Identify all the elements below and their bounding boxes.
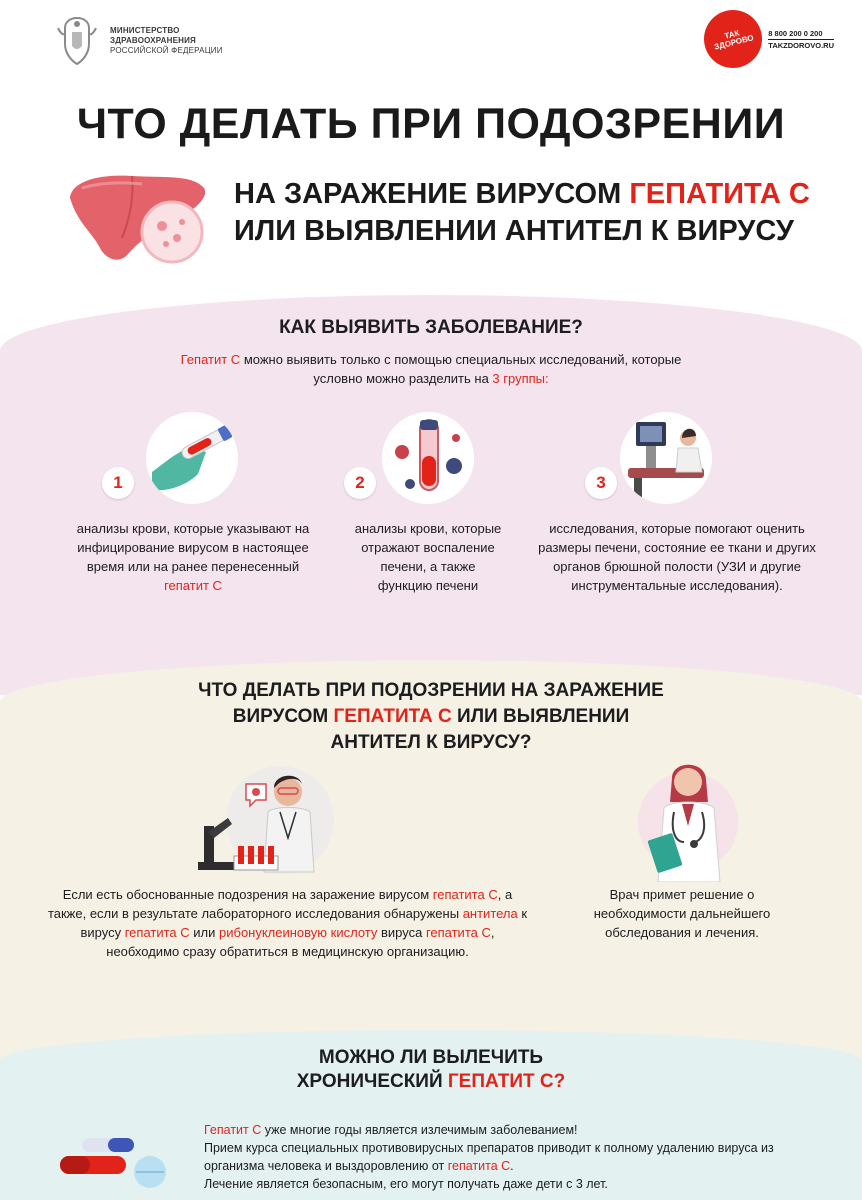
cure-title-line-2: [0, 1070, 862, 1094]
step-description-2: анализы крови, которые отражают воспаление печени, а также функцию печени: [354, 521, 502, 593]
action-left-text: [45, 885, 530, 961]
action-title-highlight: ГЕПАТИТА С: [333, 706, 452, 727]
section-detection-title: КАК ВЫЯВИТЬ ЗАБОЛЕВАНИЕ?: [279, 317, 583, 338]
action-title-line-3: АНТИТЕЛ К ВИРУСУ?: [330, 732, 532, 753]
step-1-highlight: гепатит С: [164, 578, 222, 593]
brand-site: TAKZDOROVO.RU: [768, 40, 834, 50]
brand-phone: 8 800 200 0 200: [768, 28, 823, 38]
lab-scientist-illustration: [188, 762, 338, 882]
action-right-text: Врач примет решение о необходимости дальнейшего обследования и лечения.: [593, 887, 771, 940]
action-text-highlight: гепатита С: [425, 925, 491, 940]
page-title: ЧТО ДЕЛАТЬ ПРИ ПОДОЗРЕНИИ: [76, 100, 786, 148]
action-title-text-2: ИЛИ ВЫЯВЛЕНИИ: [451, 706, 630, 727]
ministry-name: [110, 26, 223, 56]
action-text-part: Если есть обоснованные подозрения на заражение вирусом: [62, 887, 433, 902]
blood-test-illustration: [146, 412, 238, 504]
step-number-2: 2: [344, 467, 376, 499]
section-cure-text: [204, 1121, 824, 1193]
blood-tube-hand-icon: [146, 412, 238, 504]
action-text-highlight: гепатита С: [432, 887, 498, 902]
brand-circle: [698, 4, 768, 74]
subtitle-line-2: ИЛИ ВЫЯВЛЕНИИ АНТИТЕЛ К ВИРУСУ: [234, 215, 794, 247]
cure-title-highlight: ГЕПАТИТ С?: [447, 1071, 566, 1092]
step-number-3: 3: [585, 467, 617, 499]
liver-illustration: [62, 168, 212, 268]
cure-paragraph-3: Лечение является безопасным, его могут получать даже дети с 3 лет.: [204, 1177, 608, 1191]
step-1-text: анализы крови, которые указывают на инфицирование вирусом в настоящее время или на ранее перенесенный: [76, 521, 310, 574]
action-text-highlight: рибонуклеиновую кислоту: [219, 925, 378, 940]
action-title-text: ВИРУСОМ: [232, 706, 334, 727]
brand-logo: [704, 10, 834, 68]
intro-text: можно выявить только с помощью специальных исследований, которые условно можно разделить на: [240, 352, 682, 386]
step-description-1: [62, 519, 324, 595]
action-text-part: к вирусу: [80, 906, 528, 940]
test-tube-virus-icon: [382, 412, 474, 504]
cure-highlight: Гепатит С: [204, 1123, 262, 1137]
brand-contacts: [768, 28, 834, 51]
cure-highlight: гепатита С: [447, 1159, 511, 1173]
section-cure-title: [0, 1046, 862, 1094]
action-text-part: вируса: [377, 925, 426, 940]
section-action-title: [0, 678, 862, 756]
action-text-highlight: гепатита С: [124, 925, 190, 940]
cure-text-part: Прием курса специальных противовирусных препаратов приводит к полному удалению вируса из организма человека и выздоровлению от: [204, 1141, 774, 1173]
ultrasound-exam-icon: [620, 412, 712, 504]
ministry-line-1: МИНИСТЕРСТВО: [110, 26, 180, 35]
step-description-3: исследования, которые помогают оценить размеры печени, состояние ее ткани и других органов брюшной полости (УЗИ и другие инструментальные исследования).: [538, 521, 816, 593]
action-text-highlight: антитела: [462, 906, 518, 921]
ministry-logo: [52, 14, 223, 68]
ultrasound-illustration: [620, 412, 712, 504]
action-text-part: , необходимо сразу обратиться в медицинскую организацию.: [106, 925, 495, 959]
ministry-line-2: ЗДРАВООХРАНЕНИЯ: [110, 36, 196, 45]
section-detection-intro: [160, 350, 702, 388]
cure-paragraph-2: [204, 1139, 824, 1175]
action-text-part: или: [189, 925, 219, 940]
cure-title-text: ХРОНИЧЕСКИЙ: [296, 1071, 448, 1092]
cure-text-part: уже многие годы является излечимым заболеванием!: [261, 1123, 578, 1137]
cure-paragraph-1: [204, 1121, 824, 1139]
action-title-line-2: [0, 704, 862, 730]
brand-name: ТАК ЗДОРОВО: [713, 28, 755, 52]
doctor-illustration: [608, 752, 758, 882]
header: [0, 0, 862, 95]
lab-analysis-illustration: [382, 412, 474, 504]
subtitle-highlight: ГЕПАТИТА С: [629, 178, 810, 210]
step-number-1: 1: [102, 467, 134, 499]
intro-highlight-groups: 3 группы:: [492, 371, 549, 386]
action-title-line-1: ЧТО ДЕЛАТЬ ПРИ ПОДОЗРЕНИИ НА ЗАРАЖЕНИЕ: [198, 680, 664, 701]
cure-text-part: .: [510, 1159, 514, 1173]
subtitle-line-1: [234, 176, 834, 213]
cure-title-line-1: МОЖНО ЛИ ВЫЛЕЧИТЬ: [318, 1047, 544, 1068]
subtitle-text-1: НА ЗАРАЖЕНИЕ ВИРУСОМ: [234, 178, 630, 210]
action-text-part: , а также, если в результате лабораторного исследования обнаружены: [47, 887, 513, 921]
ministry-line-3: РОССИЙСКОЙ ФЕДЕРАЦИИ: [110, 46, 223, 55]
emblem-icon: [52, 14, 102, 68]
intro-highlight-hepatitis: Гепатит С: [180, 352, 241, 367]
pills-illustration: [56, 1132, 176, 1192]
page-subtitle: [234, 176, 834, 250]
